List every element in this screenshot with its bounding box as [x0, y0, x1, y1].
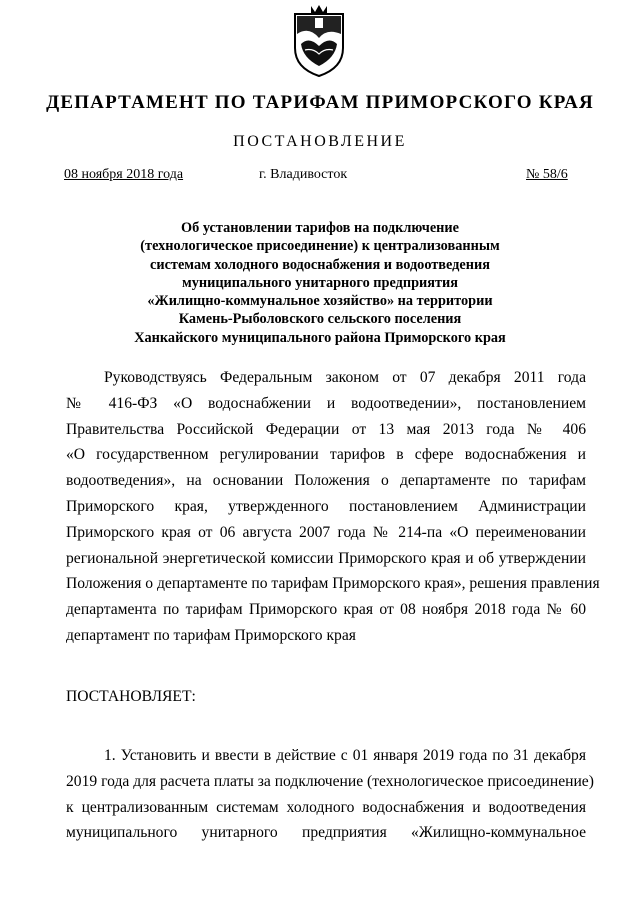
preamble-paragraph — [66, 365, 600, 649]
item-line: 2019 года для расчета платы за подключение (технологическое присоединение) — [66, 772, 594, 790]
title-line: Об установлении тарифов на подключение — [180, 220, 459, 236]
title-line: (технологическое присоединение) к централизованным — [140, 238, 500, 255]
preamble-line: Приморского края, утвержденного постановлением Администрации — [66, 497, 586, 515]
preamble-line: Руководствуясь Федеральным законом от 07 декабря 2011 года — [104, 369, 586, 386]
preamble-line: департамента по тарифам Приморского края от 08 ноября 2018 года № 60 — [66, 601, 586, 619]
title-line: системам холодного водоснабжения и водоотведения — [150, 256, 490, 273]
preamble-line: Правительства Российской Федерации от 13 мая 2013 года № 406 — [66, 420, 586, 438]
preamble-line: Положения о департаменте по тарифам Приморского края», решения правления — [66, 575, 600, 593]
document-number: № 58/6 — [526, 167, 568, 182]
ruling-word: ПОСТАНОВЛЯЕТ: — [66, 688, 196, 705]
preamble-line: Приморского края от 06 августа 2007 года № 214-па «О переименовании — [66, 523, 586, 541]
title-line: Камень-Рыболовского сельского поселения — [178, 311, 462, 328]
document-title — [60, 219, 580, 347]
document-type: ПОСТАНОВЛЕНИЕ — [233, 133, 407, 150]
preamble-line: водоотведения», на основании Положения о департаменте по тарифам — [66, 472, 586, 490]
department-heading: ДЕПАРТАМЕНТ ПО ТАРИФАМ ПРИМОРСКОГО КРАЯ — [46, 92, 594, 113]
preamble-line: № 416-ФЗ «О водоснабжении и водоотведении», постановлением — [66, 394, 586, 412]
item-line: муниципального унитарного предприятия «Жилищно-коммунальное — [66, 824, 586, 842]
title-line: «Жилищно-коммунальное хозяйство» на территории — [147, 293, 493, 310]
title-line: Ханкайского муниципального района Приморского края — [134, 329, 506, 346]
preamble-line: департамент по тарифам Приморского края — [66, 626, 356, 644]
item-1-paragraph — [66, 743, 594, 846]
title-line: муниципального унитарного предприятия — [181, 274, 459, 291]
preamble-line: региональной энергетической комиссии Приморского края и об утверждении — [66, 549, 586, 567]
document-city: г. Владивосток — [259, 167, 348, 182]
item-line: к централизованным системам холодного водоснабжения и водоотведения — [66, 798, 586, 816]
document-date: 08 ноября 2018 года — [64, 167, 184, 182]
preamble-line: «О государственном регулировании тарифов в сфере водоснабжения и — [66, 446, 586, 464]
coat-of-arms-icon — [291, 4, 347, 78]
item-line: 1. Установить и ввести в действие с 01 января 2019 года по 31 декабря — [104, 747, 586, 764]
